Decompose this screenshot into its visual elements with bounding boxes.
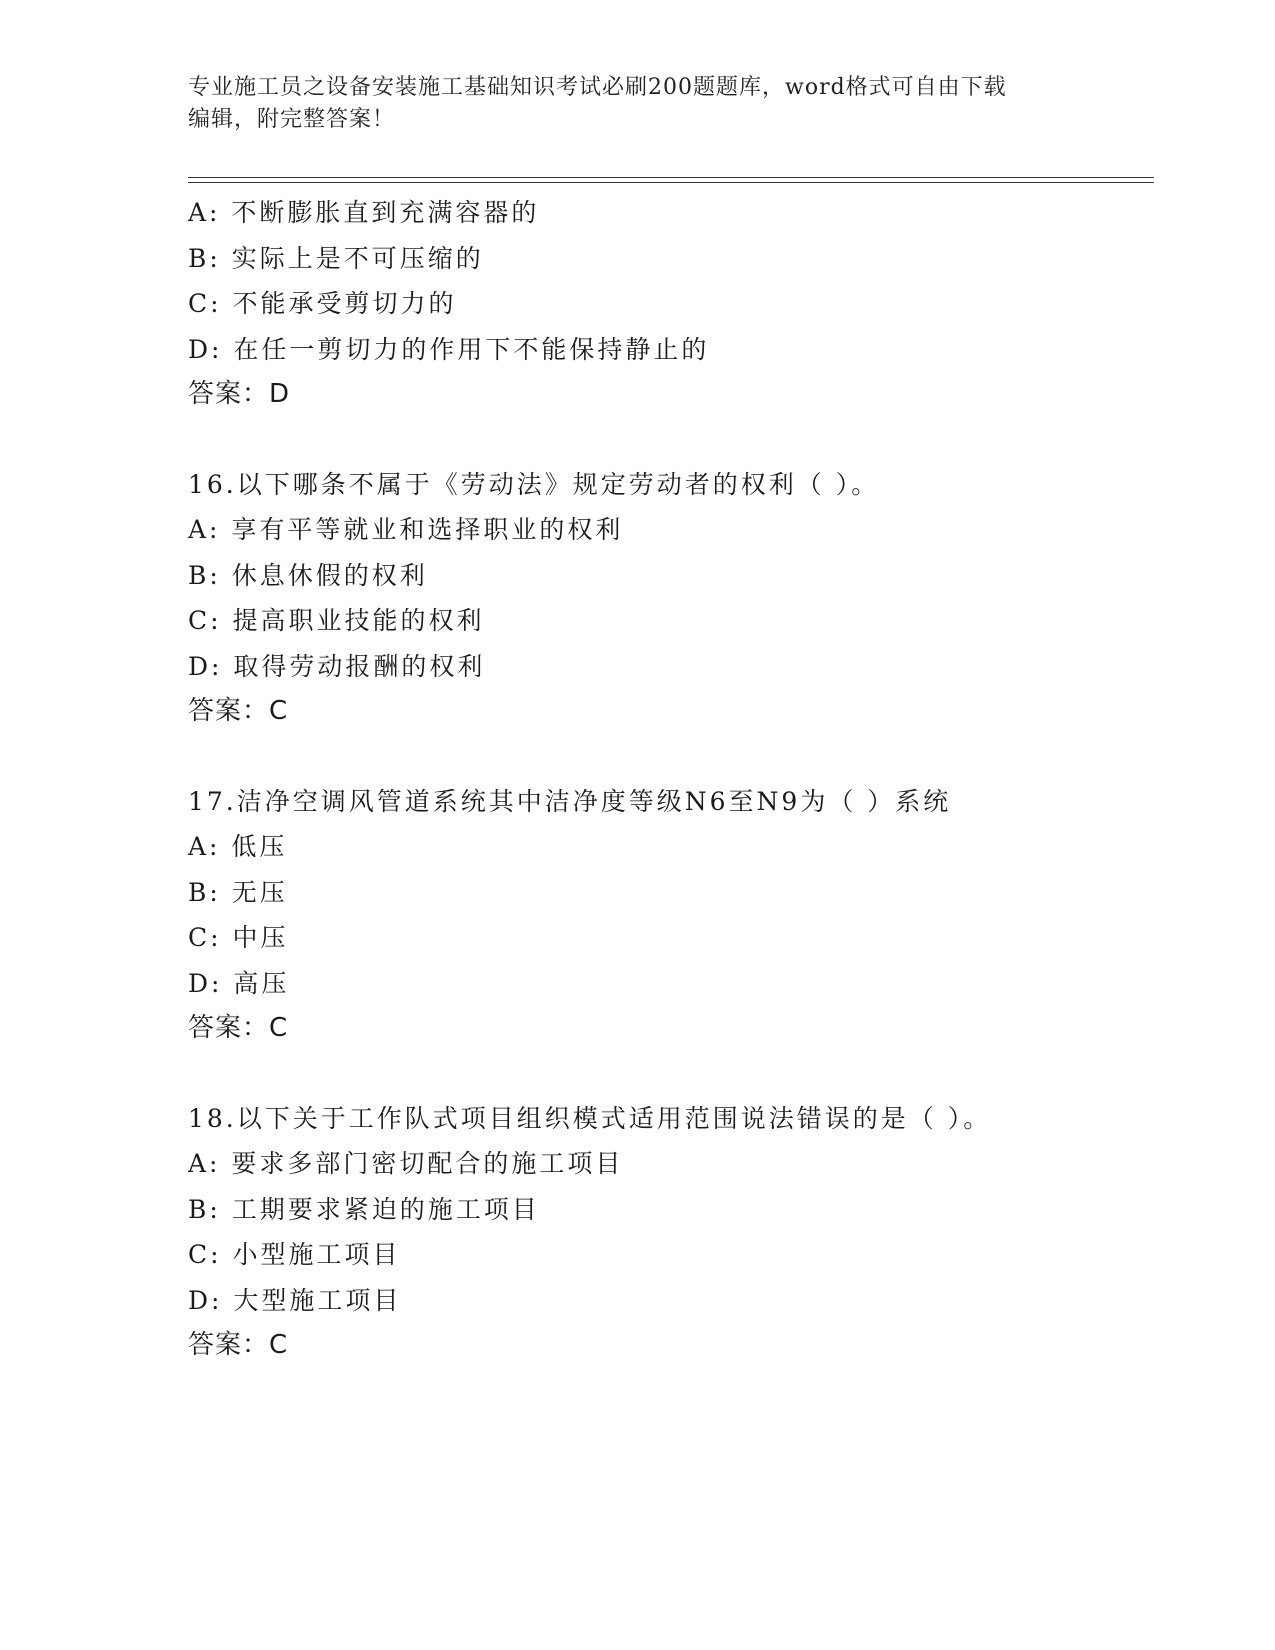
question-text: 18.以下关于工作队式项目组织模式适用范围说法错误的是（ ）。 <box>188 1103 992 1133</box>
option-a: A: 要求多部门密切配合的施工项目 <box>188 1149 624 1178</box>
question-text: 16.以下哪条不属于《劳动法》规定劳动者的权利（ ）。 <box>188 469 880 499</box>
question-block-15 <box>188 190 1148 418</box>
option-d: D: 大型施工项目 <box>188 1285 402 1315</box>
option-c: C: 提高职业技能的权利 <box>188 606 485 635</box>
question-text: 17.洁净空调风管道系统其中洁净度等级N6至N9为（ ）系统 <box>188 786 952 816</box>
option-c: C: 小型施工项目 <box>188 1240 401 1269</box>
option-c: C: 中压 <box>188 923 289 952</box>
header-divider-bottom <box>188 182 1154 183</box>
option-c: C: 不能承受剪切力的 <box>188 289 457 318</box>
option-b: B: 休息休假的权利 <box>188 560 428 590</box>
document-header <box>188 72 1068 136</box>
option-a: A: 享有平等就业和选择职业的权利 <box>188 515 624 544</box>
option-d: D: 取得劳动报酬的权利 <box>188 651 486 681</box>
header-line-2: 编辑，附完整答案！ <box>188 107 396 132</box>
answer-line: 答案：C <box>188 1330 289 1360</box>
option-d: D: 高压 <box>188 968 290 998</box>
answer-line: 答案：D <box>188 379 291 409</box>
option-a: A: 低压 <box>188 832 288 861</box>
question-block-18 <box>188 1096 1148 1369</box>
question-block-16 <box>188 462 1148 735</box>
option-a: A: 不断膨胀直到充满容器的 <box>188 198 540 227</box>
question-list <box>188 190 1148 1369</box>
question-block-17 <box>188 779 1148 1052</box>
spacer <box>188 418 1148 462</box>
header-line-1: 专业施工员之设备安装施工基础知识考试必刷200题题库，word格式可自由下载 <box>188 75 1007 100</box>
answer-line: 答案：C <box>188 1013 289 1043</box>
option-d: D: 在任一剪切力的作用下不能保持静止的 <box>188 334 710 364</box>
option-b: B: 无压 <box>188 877 288 907</box>
spacer <box>188 735 1148 779</box>
header-divider-top <box>188 177 1154 178</box>
answer-line: 答案：C <box>188 696 289 726</box>
option-b: B: 工期要求紧迫的施工项目 <box>188 1194 540 1224</box>
spacer <box>188 1052 1148 1096</box>
option-b: B: 实际上是不可压缩的 <box>188 243 484 273</box>
